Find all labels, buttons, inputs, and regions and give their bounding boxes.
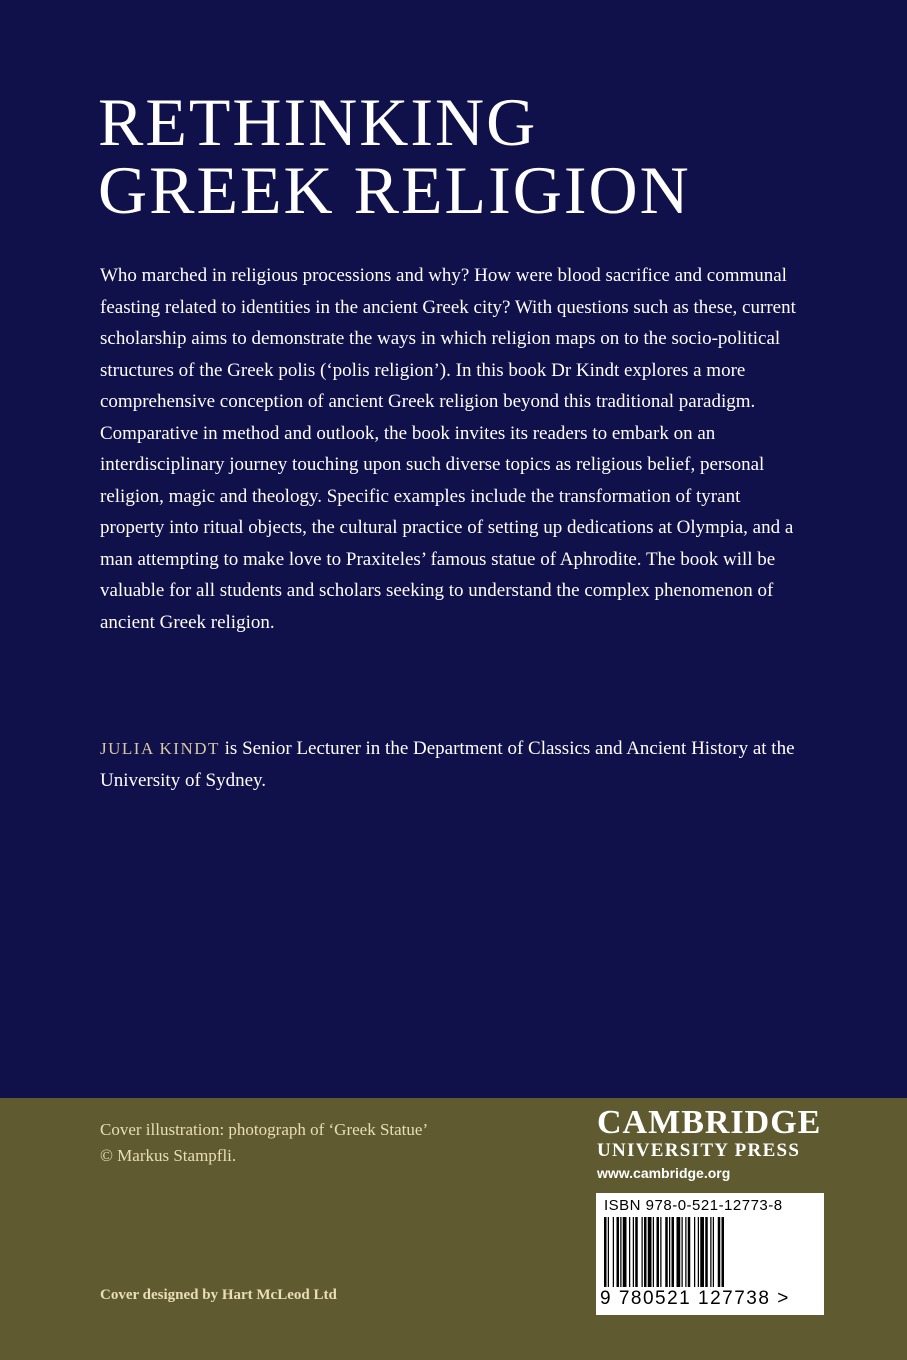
barcode-bar (608, 1217, 609, 1287)
barcode-bar (620, 1217, 621, 1287)
barcode-bar (705, 1217, 708, 1287)
barcode-bar (722, 1217, 725, 1287)
barcode-bar (648, 1217, 652, 1287)
title-line-2: GREEK RELIGION (98, 152, 691, 228)
barcode-bars (604, 1217, 816, 1287)
barcode-bar (688, 1217, 691, 1287)
title-line-1: RETHINKING (98, 84, 538, 160)
publisher-name: CAMBRIDGE (597, 1104, 822, 1141)
barcode-bar (700, 1217, 704, 1287)
book-description: Who marched in religious processions and why? How were blood sacrifice and communal feasting related to identities in the ancient Greek city? With questions such as these, current scholarship aims to demonstrate the ways in which religion maps on to the socio-political structures of the Greek polis (‘polis religion’). In this book Dr Kindt explores a more comprehensive conception of ancient Greek religion beyond this traditional paradigm. Comparative in method and outlook, the book invites its readers to embark on an interdisciplinary journey touching upon such diverse topics as religious belief, personal religion, magic and theology. Specific examples include the transformation of tyrant property into ritual objects, the cultural practice of setting up dedications at Olympia, and a man attempting to make love to Praxiteles’ famous statue of Aphrodite. The book will be valuable for all students and scholars seeking to understand the complex phenomenon of ancient Greek religion. (100, 265, 796, 633)
credit-line-2: © Markus Stampfli. (100, 1146, 237, 1165)
barcode-bar (613, 1217, 614, 1287)
author-name: JULIA KINDT (100, 739, 220, 758)
barcode-bar (713, 1217, 714, 1287)
barcode-bar (629, 1217, 630, 1287)
cover-illustration-credit (100, 1117, 428, 1169)
barcode-bar (617, 1217, 620, 1287)
barcode-bar (672, 1217, 675, 1287)
cover-designer-credit: Cover designed by Hart McLeod Ltd (100, 1287, 337, 1303)
publisher-website: www.cambridge.org (597, 1165, 731, 1181)
publisher-press: UNIVERSITY PRESS (597, 1140, 801, 1161)
barcode-bar (698, 1217, 699, 1287)
barcode-bar (623, 1217, 627, 1287)
barcode-bar (604, 1217, 607, 1287)
author-bio-text: is Senior Lecturer in the Department of Classics and Ancient History at the University of Sydney. (100, 738, 795, 791)
barcode-bar (682, 1217, 683, 1287)
barcode-bar (660, 1217, 661, 1287)
barcode-bar (694, 1217, 695, 1287)
publisher-logo (597, 1106, 825, 1184)
barcode-bar (644, 1217, 647, 1287)
book-title (98, 84, 691, 228)
author-bio (100, 733, 800, 796)
barcode-bar (718, 1217, 721, 1287)
credit-line-1: Cover illustration: photograph of ‘Greek Statue’ (100, 1120, 429, 1139)
isbn-label: ISBN 978-0-521-12773-8 (604, 1197, 783, 1214)
barcode-bar (653, 1217, 654, 1287)
barcode-bar (677, 1217, 681, 1287)
barcode-bar (710, 1217, 711, 1287)
barcode-bar (633, 1217, 634, 1287)
barcode-bar (642, 1217, 643, 1287)
barcode-bar (635, 1217, 638, 1287)
barcode-digits: 9 780521 127738 > (600, 1288, 790, 1309)
barcode-bar (665, 1217, 668, 1287)
barcode-bar (685, 1217, 686, 1287)
barcode-bar (669, 1217, 670, 1287)
barcode-bar (657, 1217, 660, 1287)
isbn-barcode (596, 1193, 824, 1315)
